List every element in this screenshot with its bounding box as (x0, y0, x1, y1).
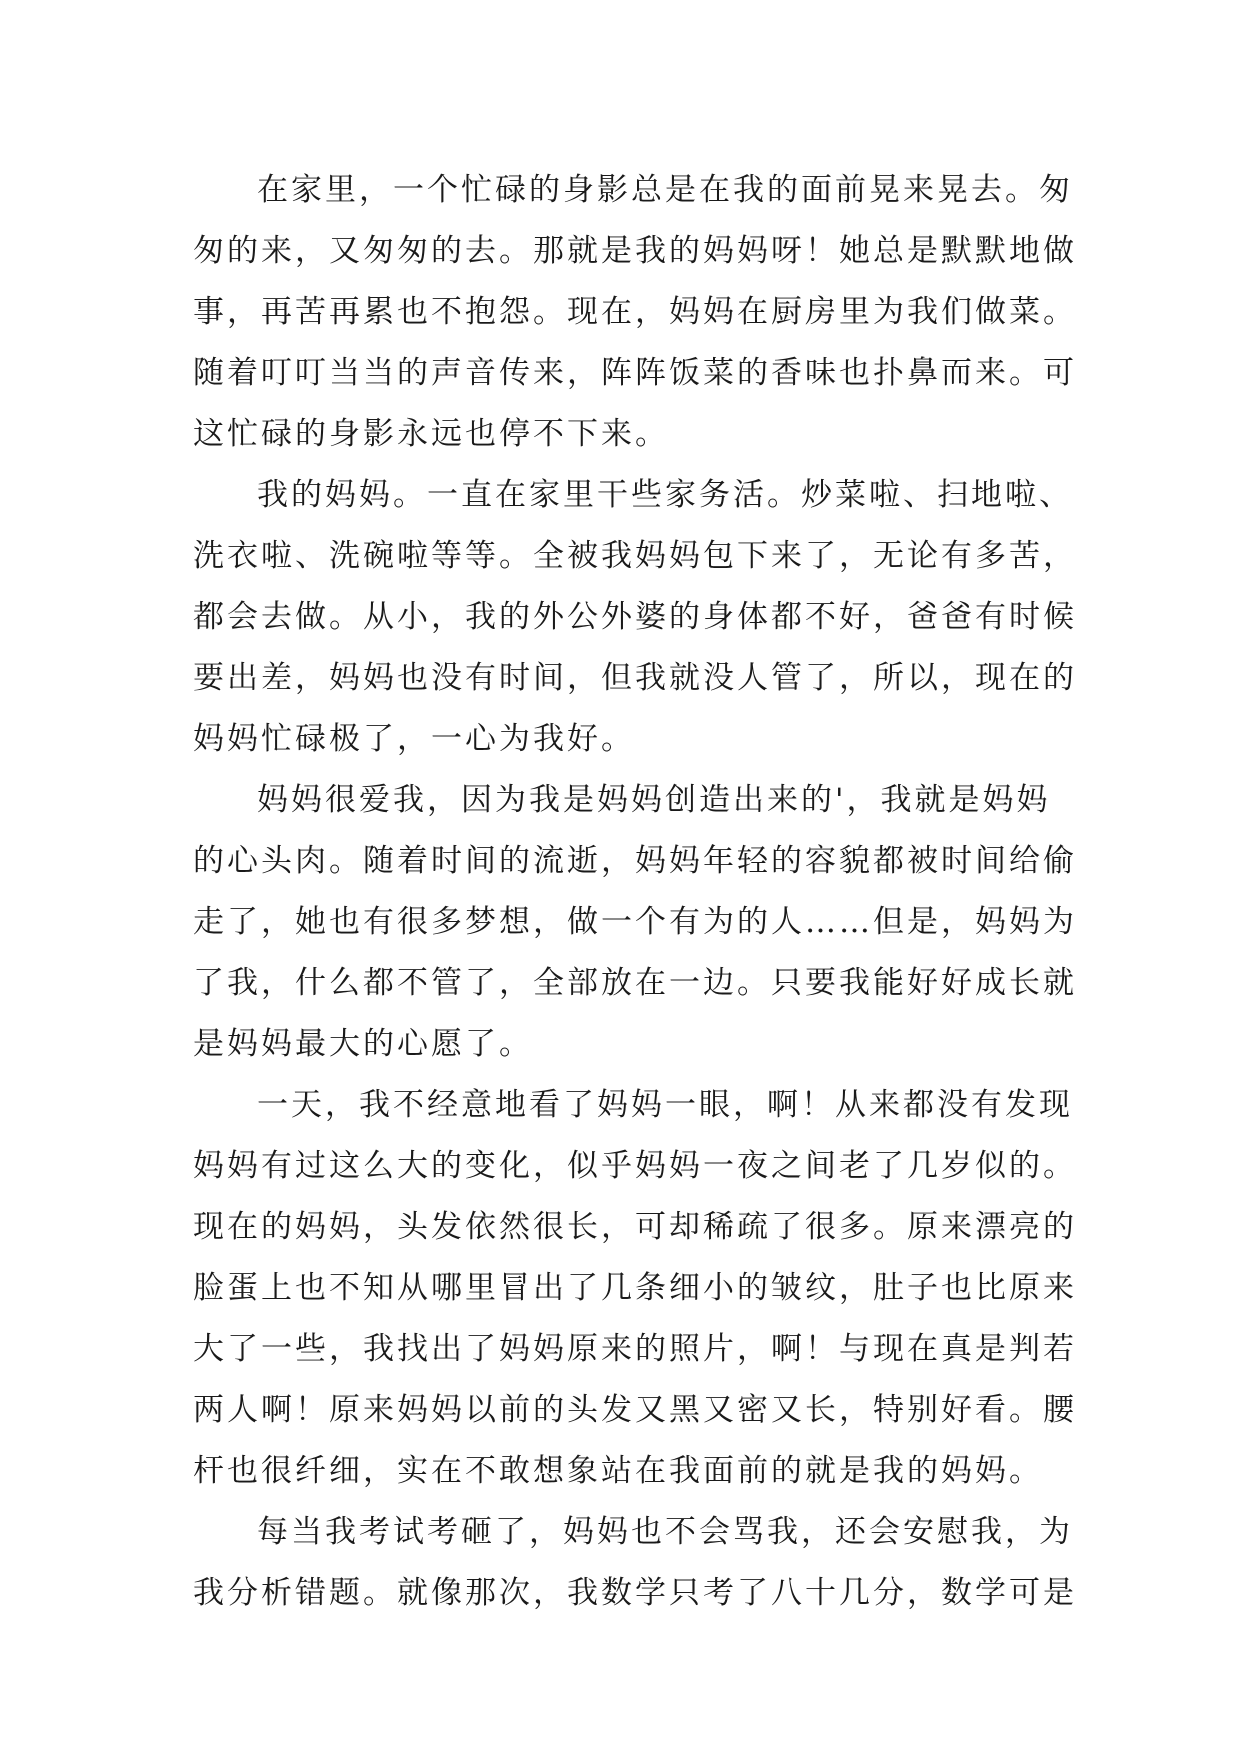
text-line: 匆的来，又匆匆的去。那就是我的妈妈呀！她总是默默地做 (193, 233, 1077, 269)
paragraph-1 (193, 160, 1077, 465)
paragraph-4 (193, 1075, 1077, 1502)
paragraph-2 (193, 465, 1077, 770)
text-line: 妈妈有过这么大的变化，似乎妈妈一夜之间老了几岁似的。 (193, 1148, 1077, 1184)
text-line: 现在的妈妈，头发依然很长，可却稀疏了很多。原来漂亮的 (193, 1209, 1077, 1245)
text-line: 杆也很纤细，实在不敢想象站在我面前的就是我的妈妈。 (193, 1453, 1043, 1489)
text-line: 这忙碌的身影永远也停不下来。 (193, 416, 669, 452)
paragraph-3 (193, 770, 1077, 1075)
article-body (193, 160, 1077, 1624)
text-line: 了我，什么都不管了，全部放在一边。只要我能好好成长就 (193, 965, 1077, 1001)
text-line: 在家里，一个忙碌的身影总是在我的面前晃来晃去。匆 (257, 172, 1073, 208)
text-line: 事，再苦再累也不抱怨。现在，妈妈在厨房里为我们做菜。 (193, 294, 1077, 330)
text-line: 脸蛋上也不知从哪里冒出了几条细小的皱纹，肚子也比原来 (193, 1270, 1077, 1306)
text-line: 都会去做。从小，我的外公外婆的身体都不好，爸爸有时候 (193, 599, 1077, 635)
text-line: 走了，她也有很多梦想，做一个有为的人……但是，妈妈为 (193, 904, 1077, 940)
text-line: 妈妈忙碌极了，一心为我好。 (193, 721, 635, 757)
text-line: 要出差，妈妈也没有时间，但我就没人管了，所以，现在的 (193, 660, 1077, 696)
text-line: 我分析错题。就像那次，我数学只考了八十几分，数学可是 (193, 1575, 1077, 1611)
text-line: 妈妈很爱我，因为我是妈妈创造出来的'，我就是妈妈 (257, 782, 1051, 818)
text-line: 洗衣啦、洗碗啦等等。全被我妈妈包下来了，无论有多苦， (193, 538, 1077, 574)
text-line: 是妈妈最大的心愿了。 (193, 1026, 533, 1062)
text-line: 大了一些，我找出了妈妈原来的照片，啊！与现在真是判若 (193, 1331, 1077, 1367)
text-line: 每当我考试考砸了，妈妈也不会骂我，还会安慰我，为 (257, 1514, 1073, 1550)
text-line: 我的妈妈。一直在家里干些家务活。炒菜啦、扫地啦、 (257, 477, 1073, 513)
text-line: 一天，我不经意地看了妈妈一眼，啊！从来都没有发现 (257, 1087, 1073, 1123)
text-line: 的心头肉。随着时间的流逝，妈妈年轻的容貌都被时间给偷 (193, 843, 1077, 879)
text-line: 随着叮叮当当的声音传来，阵阵饭菜的香味也扑鼻而来。可 (193, 355, 1077, 391)
paragraph-5 (193, 1502, 1077, 1624)
text-line: 两人啊！原来妈妈以前的头发又黑又密又长，特别好看。腰 (193, 1392, 1077, 1428)
